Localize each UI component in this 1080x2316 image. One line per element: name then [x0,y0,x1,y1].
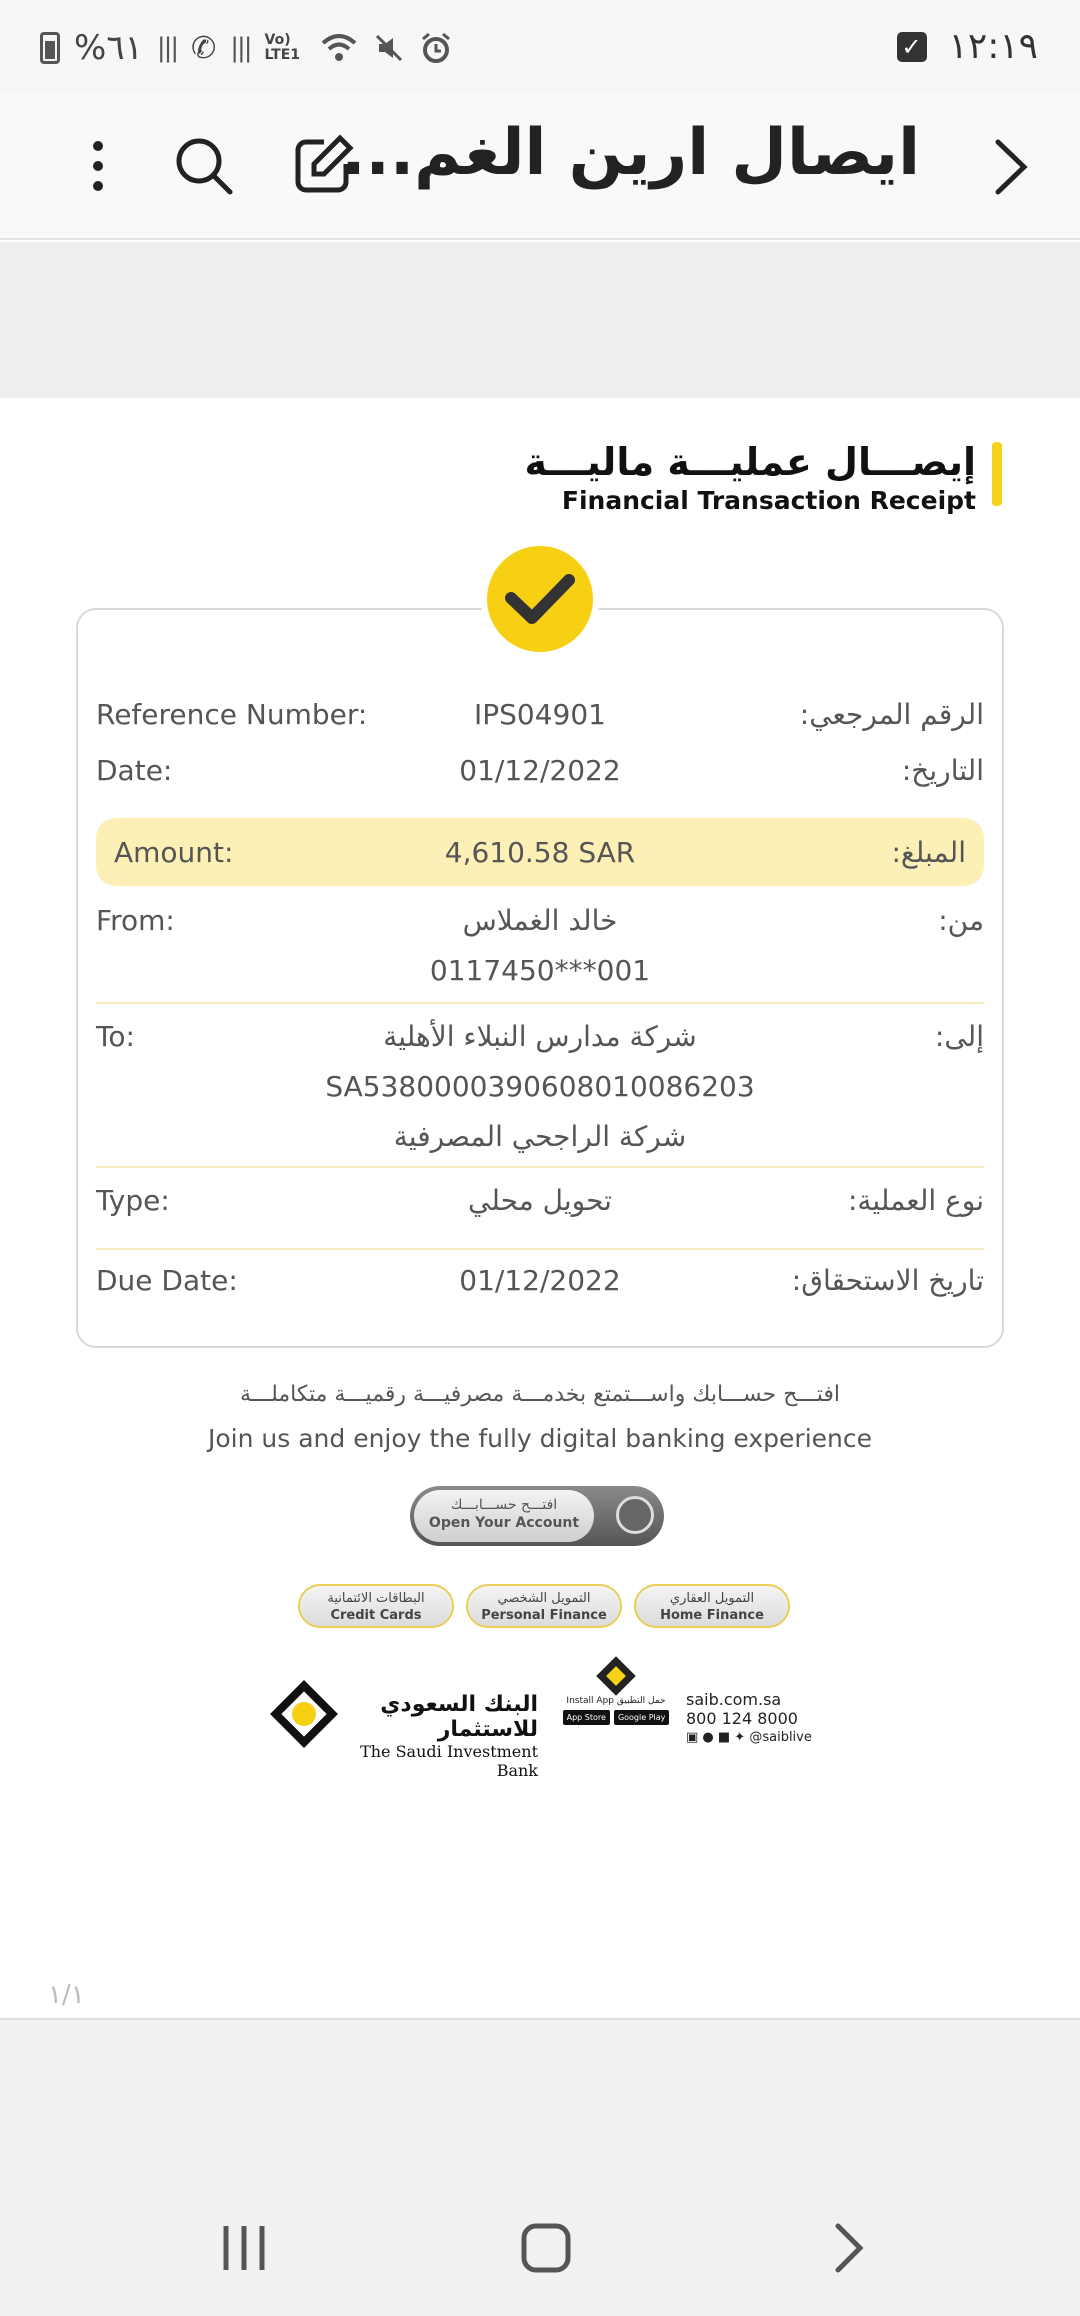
to-name: شركة مدارس النبلاء الأهلية [383,1020,697,1053]
open-account-en: Open Your Account [428,1515,580,1531]
reference-label-en: Reference Number: [96,698,368,731]
social-handle-text: @saiblive [749,1730,812,1745]
mute-icon [373,32,405,64]
more-icon[interactable] [60,128,136,204]
from-account: 0117450***001 [429,954,651,987]
date-label-ar: التاريخ: [901,754,984,787]
saib-logo-icon [266,1676,342,1752]
bank-name [348,1692,538,1780]
promo-text-en: Join us and enjoy the fully digital banking experience [208,1424,872,1453]
amount-label-en: Amount: [114,836,234,869]
page-indicator: ١/١ [48,1980,85,2010]
to-label-ar: إلى: [934,1020,984,1053]
status-time: ١٢:١٩ [948,26,1038,67]
search-icon[interactable] [166,128,242,204]
from-name: خالد الغملاس [462,904,618,937]
to-iban: SA5380000390608010086203 [325,1070,755,1103]
social-handle: ▣ ● ■ ✦ @saiblive [686,1730,812,1745]
document-top-margin [0,242,1080,398]
battery-percent: %٦١ [74,28,143,68]
app-bar [0,92,1080,240]
credit-cards-ar: البطاقات الائتمانية [327,1591,425,1606]
credit-cards-link[interactable] [298,1584,454,1628]
personal-finance-link[interactable] [466,1584,622,1628]
back-icon[interactable] [980,132,1040,202]
divider [96,1248,984,1250]
amount-label-ar: المبلغ: [891,836,966,869]
from-label-ar: من: [938,904,984,937]
home-icon[interactable] [516,2218,576,2278]
home-finance-en: Home Finance [660,1608,764,1623]
personal-finance-ar: التمويل الشخصي [497,1591,591,1606]
contact-info [686,1690,812,1747]
header-accent-bar [992,442,1002,506]
reference-label-ar: الرقم المرجعي: [799,698,984,731]
home-finance-ar: التمويل العقاري [669,1591,755,1606]
to-bank: شركة الراجحي المصرفية [393,1120,687,1153]
signal-icon: ||| [156,33,178,63]
phone: 800 124 8000 [686,1709,798,1728]
due-date-value: 01/12/2022 [459,1264,621,1297]
app-store-badge[interactable]: App Store [563,1710,610,1725]
notification-check-icon: ✓ [897,32,927,62]
receipt-header [525,440,976,515]
back-nav-icon[interactable] [818,2218,878,2278]
divider [96,1002,984,1004]
battery-icon [40,32,60,64]
install-ar: حمل التطبيق [616,1696,666,1706]
open-account-ar: افتـــح حســـابـــك [450,1497,558,1513]
from-label-en: From: [96,904,175,937]
wifi-call-icon: ✆ [191,30,217,66]
due-date-label-ar: تاريخ الاستحقاق: [791,1264,984,1297]
status-bar [0,0,1080,92]
receipt-title-ar: إيصـــال عمليـــة ماليـــة [524,440,976,484]
network-type: Vo) LTE1 [264,32,301,63]
website[interactable]: saib.com.sa [686,1690,782,1709]
google-play-badge[interactable]: Google Play [614,1710,669,1725]
to-label-en: To: [96,1020,135,1053]
bank-name-ar: البنك السعودي للاستثمار [380,1692,538,1742]
due-date-label-en: Due Date: [96,1264,238,1297]
amount-value: 4,610.58 SAR [444,836,636,869]
pointer-icon [616,1496,654,1534]
date-label-en: Date: [96,754,173,787]
status-icons [40,28,453,68]
type-label-en: Type: [96,1184,170,1217]
install-app[interactable] [562,1662,670,1740]
install-en: Install App [566,1696,614,1706]
home-finance-link[interactable] [634,1584,790,1628]
type-label-ar: نوع العملية: [847,1184,984,1217]
personal-finance-en: Personal Finance [481,1608,607,1623]
app-icon [596,1656,636,1696]
open-account-button[interactable] [410,1486,664,1546]
date-value: 01/12/2022 [459,754,621,787]
success-check-icon [481,540,599,658]
signal-icon-2: ||| [230,33,251,63]
status-right [897,26,1038,67]
wifi-icon [319,31,359,65]
bank-name-en: The Saudi Investment Bank [360,1742,538,1780]
receipt-title-en: Financial Transaction Receipt [561,486,976,515]
recents-icon[interactable] [214,2218,274,2278]
open-account-label [414,1490,594,1542]
page-title: ايصال ارين الغم... [341,116,920,190]
reference-value: IPS04901 [474,698,606,731]
alarm-icon [419,31,453,65]
credit-cards-en: Credit Cards [330,1608,422,1623]
promo-text-ar: افتـــح حســـابك واســـتمتع بخدمـــة مصرفيـــة رقميـــة متكاملـــة [239,1382,841,1407]
divider [96,1166,984,1168]
type-value: تحويل محلي [468,1184,612,1217]
